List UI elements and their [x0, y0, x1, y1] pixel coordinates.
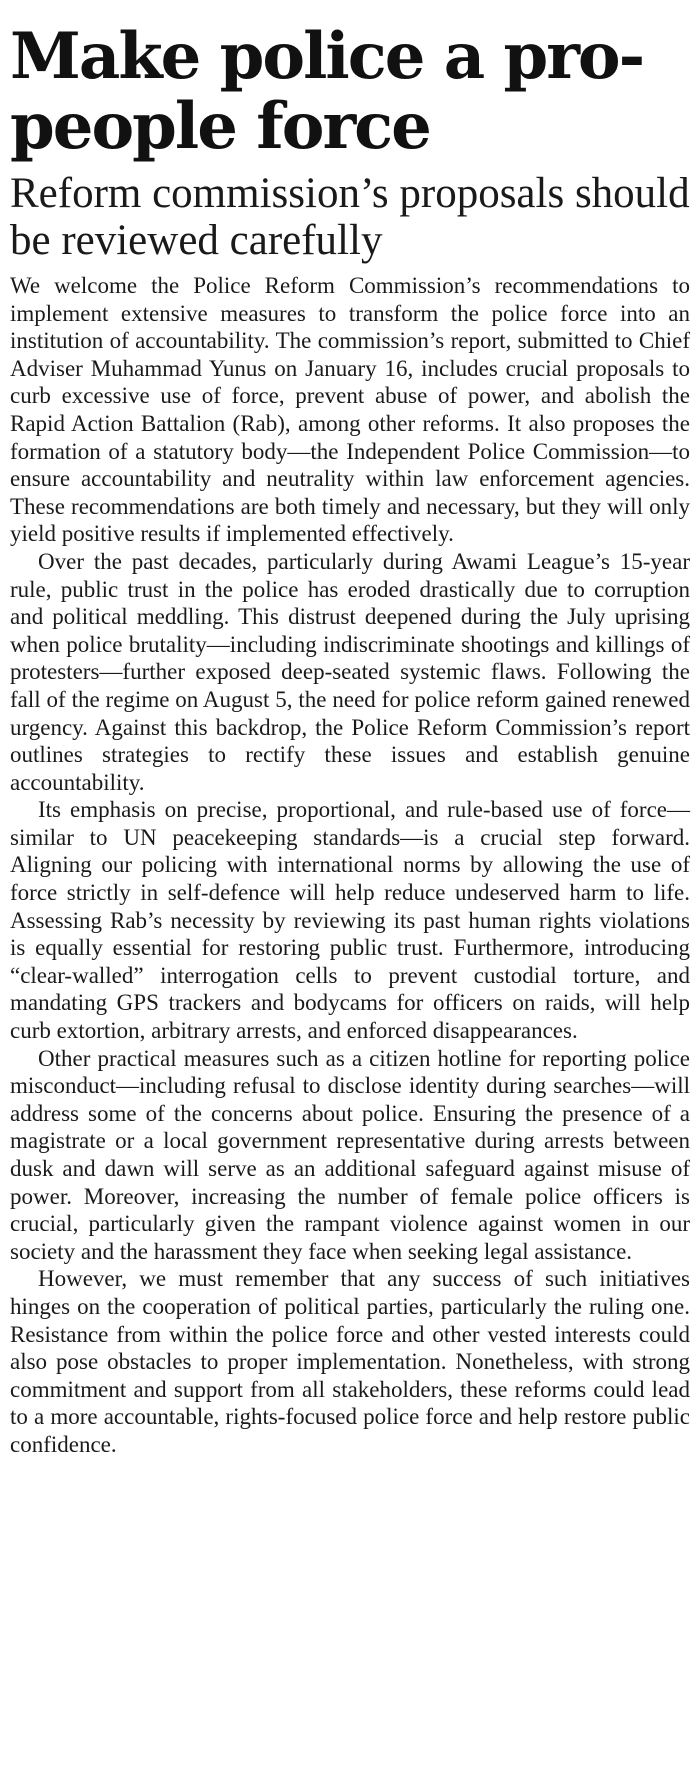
subheadline: Reform commission’s proposals should be reviewed carefully: [10, 170, 690, 264]
body-paragraph-1: We welcome the Police Reform Commission’s recommendations to implement extensive measures to transform the police force into an institution of accountability. The commission’s report, submitted to Chief Adviser Muhammad Yunus on January 16, includes crucial proposals to curb excessive use of force, prevent abuse of power, and abolish the Rapid Action Battalion (Rab), among other reforms. It also proposes the formation of a statutory body—the Independent Police Commission—to ensure accountability and neutrality within law enforcement agencies. These recommendations are both timely and necessary, but they will only yield positive results if implemented effectively.: [10, 273, 690, 547]
editorial-article: [10, 19, 690, 1459]
article-body: [10, 272, 690, 1459]
headline: Make police a pro-people force: [10, 19, 644, 164]
body-paragraph-2: Over the past decades, particularly during Awami League’s 15-year rule, public trust in the police has eroded drastically due to corruption and political meddling. This distrust deepened during the July uprising when police brutality—including indiscriminate shootings and killings of protesters—further exposed deep-seated systemic flaws. Following the fall of the regime on August 5, the need for police reform gained renewed urgency. Against this backdrop, the Police Reform Commission’s report outlines strategies to rectify these issues and establish genuine accountability.: [10, 548, 690, 795]
body-paragraph-4: Other practical measures such as a citizen hotline for reporting police misconduct—including refusal to disclose identity during searches—will address some of the concerns about police. Ensuring the presence of a magistrate or a local government representative during arrests between dusk and dawn will serve as an additional safeguard against misuse of power. Moreover, increasing the number of female police officers is crucial, particularly given the rampant violence against women in our society and the harassment they face when seeking legal assistance.: [10, 1045, 690, 1264]
body-paragraph-5: However, we must remember that any success of such initiatives hinges on the cooperation of political parties, particularly the ruling one. Resistance from within the police force and other vested interests could also pose obstacles to proper implementation. Nonetheless, with strong commitment and support from all stakeholders, these reforms could lead to a more accountable, rights-focused police force and help restore public confidence.: [10, 1266, 690, 1457]
body-paragraph-3: Its emphasis on precise, proportional, and rule-based use of force—similar to UN peacekeeping standards—is a crucial step forward. Aligning our policing with international norms by allowing the use of force strictly in self-defence will help reduce undeserved harm to life. Assessing Rab’s necessity by reviewing its past human rights violations is equally essential for restoring public trust. Furthermore, introducing “clear-walled” interrogation cells to prevent custodial torture, and mandating GPS trackers and bodycams for officers on raids, will help curb extortion, arbitrary arrests, and enforced disappearances.: [10, 797, 690, 1044]
